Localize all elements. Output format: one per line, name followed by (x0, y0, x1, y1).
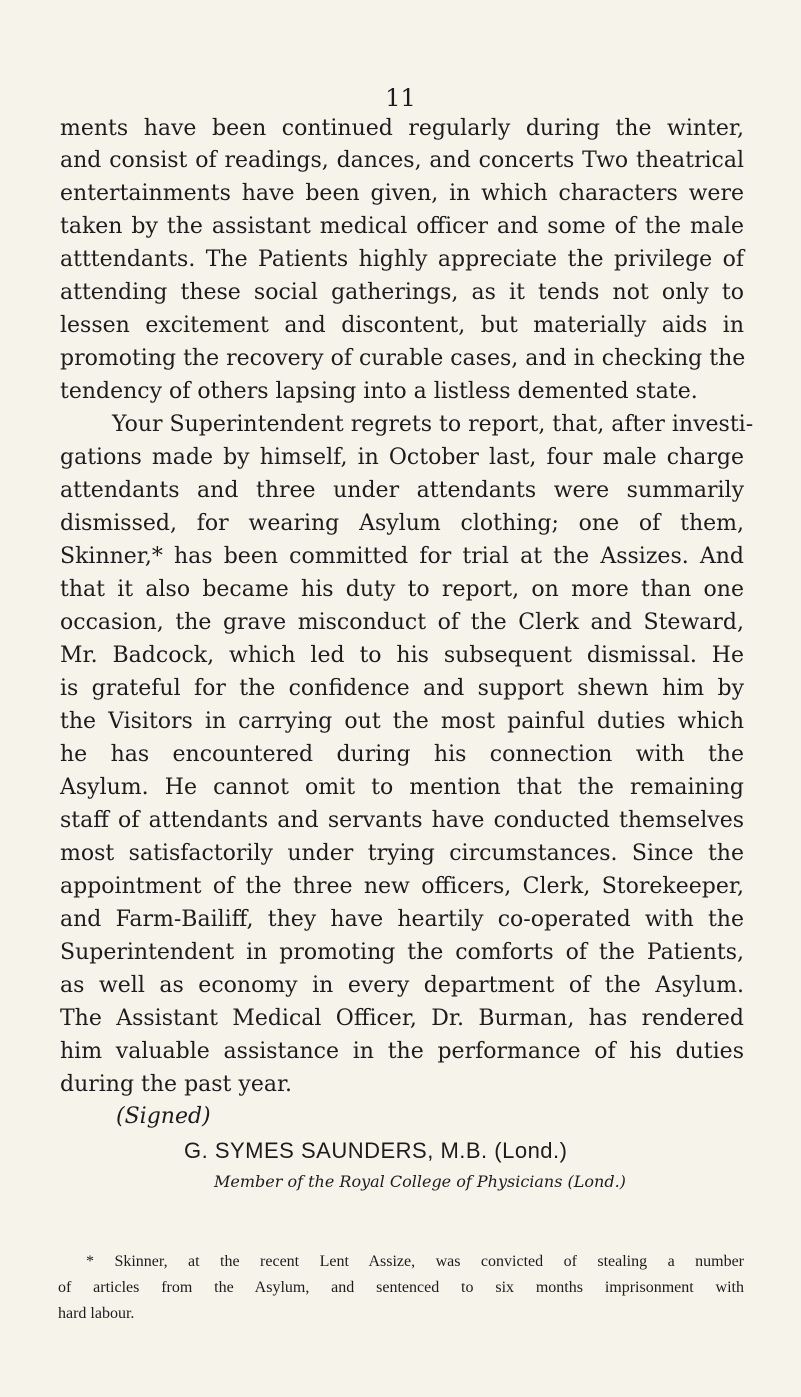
footnote-line: * Skinner, at the recent Lent Assize, was convicted of stealing a number (86, 1253, 744, 1270)
body-line: gations made by himself, in October last, four male charge (60, 445, 744, 470)
body-line: The Assistant Medical Officer, Dr. Burman, has rendered (60, 1006, 744, 1031)
body-line: appointment of the three new officers, Clerk, Storekeeper, (60, 874, 744, 899)
body-line: the Visitors in carrying out the most painful duties which (60, 709, 744, 734)
body-line: Asylum. He cannot omit to mention that the remaining (60, 775, 744, 800)
body-line: as well as economy in every department of the Asylum. (60, 973, 744, 998)
body-line: attendants and three under attendants were summarily (60, 478, 744, 503)
signature-name: G. SYMES SAUNDERS, M.B. (Lond.) (184, 1138, 568, 1163)
body-line: Skinner,* has been committed for trial at the Assizes. And (60, 544, 744, 569)
paragraph-start-line: Your Superintendent regrets to report, that, after investi- (112, 412, 754, 437)
body-line: most satisfactorily under trying circumstances. Since the (60, 841, 744, 866)
body-line: him valuable assistance in the performance of his duties (60, 1039, 744, 1064)
body-line: is grateful for the confidence and support shewn him by (60, 676, 744, 701)
body-line: lessen excitement and discontent, but materially aids in (60, 313, 744, 338)
body-line: occasion, the grave misconduct of the Clerk and Steward, (60, 610, 744, 635)
body-line: he has encountered during his connection with the (60, 742, 744, 767)
footnote-line: of articles from the Asylum, and sentenced to six months imprisonment with (58, 1279, 744, 1296)
body-line: attending these social gatherings, as it tends not only to (60, 280, 744, 305)
body-line: tendency of others lapsing into a listless demented state. (60, 379, 698, 404)
footnote-line: hard labour. (58, 1305, 135, 1322)
body-line: taken by the assistant medical officer and some of the male (60, 214, 744, 239)
body-line: Mr. Badcock, which led to his subsequent dismissal. He (60, 643, 744, 668)
signature-title: Member of the Royal College of Physicians (Lond.) (214, 1172, 626, 1191)
body-line: atttendants. The Patients highly appreciate the privilege of (60, 247, 744, 272)
body-line: promoting the recovery of curable cases, and in checking the (60, 346, 746, 371)
signed-label: (Signed) (116, 1104, 211, 1129)
body-line: ments have been continued regularly during the winter, (60, 116, 744, 141)
body-line: dismissed, for wearing Asylum clothing; one of them, (60, 511, 744, 536)
body-line: and Farm-Bailiff, they have heartily co-operated with the (60, 907, 744, 932)
body-line: entertainments have been given, in which characters were (60, 181, 744, 206)
body-line: Superintendent in promoting the comforts of the Patients, (60, 940, 744, 965)
page-number: 11 (385, 84, 416, 112)
body-line: that it also became his duty to report, on more than one (60, 577, 744, 602)
body-line: during the past year. (60, 1072, 293, 1097)
body-line: and consist of readings, dances, and concerts Two theatrical (60, 148, 744, 173)
body-line: staff of attendants and servants have conducted themselves (60, 808, 744, 833)
